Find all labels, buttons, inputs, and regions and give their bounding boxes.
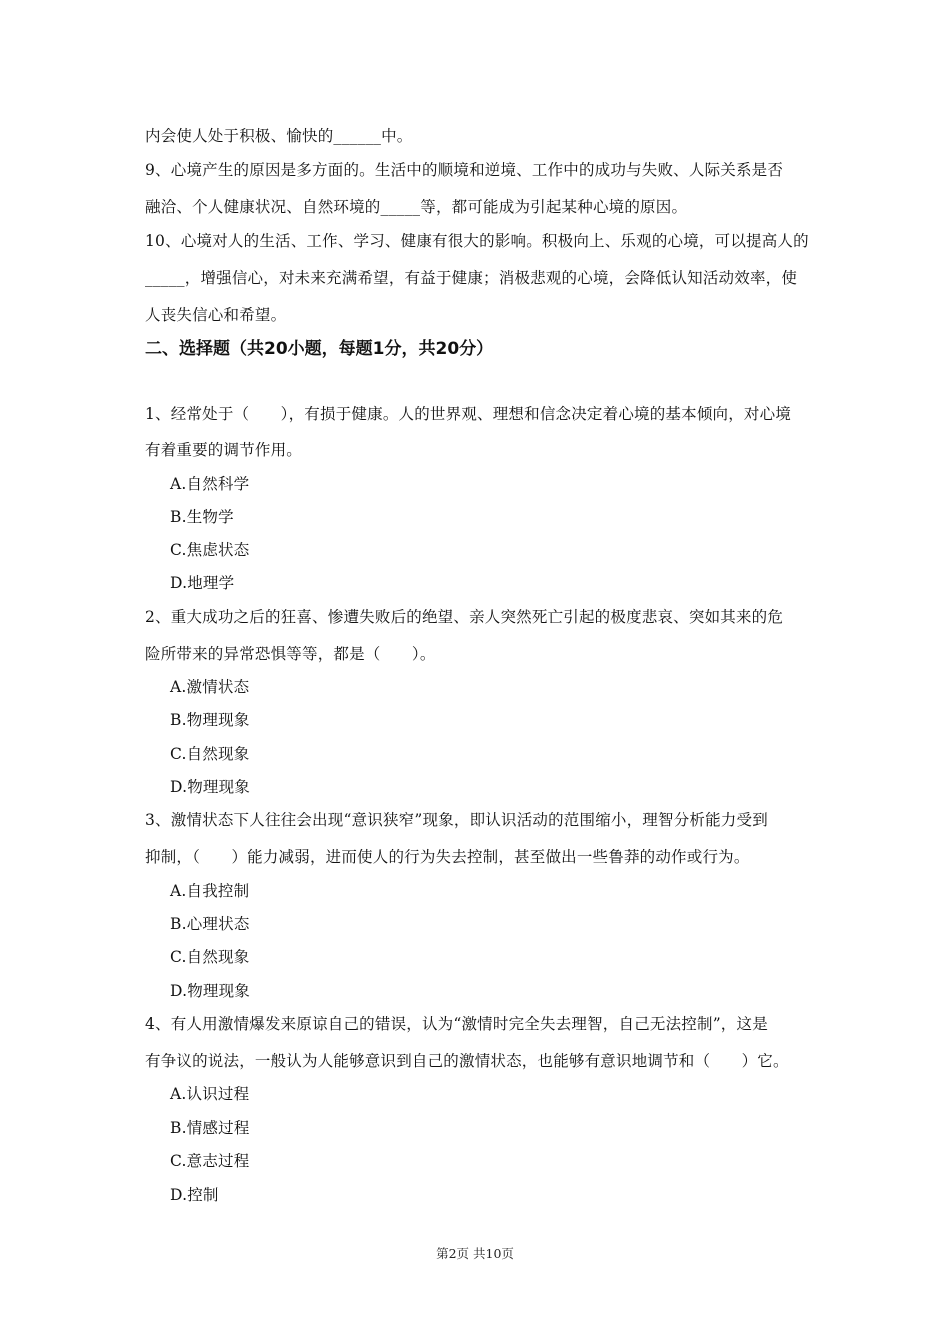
question-1-option-d[interactable]: D.地理学 xyxy=(170,574,235,592)
question-4-option-d[interactable]: D.控制 xyxy=(170,1186,219,1204)
fill-line: 10、心境对人的生活、工作、学习、健康有很大的影响。积极向上、乐观的心境，可以提高人的 xyxy=(145,232,809,250)
question-4-option-c[interactable]: C.意志过程 xyxy=(170,1152,250,1170)
question-2-line: 2、重大成功之后的狂喜、惨遭失败后的绝望、亲人突然死亡引起的极度悲哀、突如其来的危 xyxy=(145,608,784,626)
question-3-line: 抑制，（ ）能力减弱，进而使人的行为失去控制，甚至做出一些鲁莽的动作或行为。 xyxy=(145,848,750,866)
question-2-option-a[interactable]: A.激情状态 xyxy=(170,678,250,696)
fill-line: _____，增强信心，对未来充满希望，有益于健康；消极悲观的心境，会降低认知活动效率，使 xyxy=(145,269,798,287)
page-number-footer: 第2页 共10页 xyxy=(436,1246,514,1261)
question-1-option-a[interactable]: A.自然科学 xyxy=(170,475,250,493)
fill-line: 融洽、个人健康状况、自然环境的_____等，都可能成为引起某种心境的原因。 xyxy=(145,198,688,216)
question-2-line: 险所带来的异常恐惧等等，都是（ ）。 xyxy=(145,645,436,663)
fill-line: 内会使人处于积极、愉快的______中。 xyxy=(145,127,413,145)
question-1-line: 有着重要的调节作用。 xyxy=(145,441,303,459)
question-3-option-b[interactable]: B.心理状态 xyxy=(170,915,250,933)
question-1-option-c[interactable]: C.焦虑状态 xyxy=(170,541,250,559)
question-2-option-b[interactable]: B.物理现象 xyxy=(170,711,250,729)
question-3-option-c[interactable]: C.自然现象 xyxy=(170,948,250,966)
question-3-option-a[interactable]: A.自我控制 xyxy=(170,882,250,900)
question-4-option-a[interactable]: A.认识过程 xyxy=(170,1085,250,1103)
question-1-option-b[interactable]: B.生物学 xyxy=(170,508,234,526)
fill-line: 9、心境产生的原因是多方面的。生活中的顺境和逆境、工作中的成功与失败、人际关系是否 xyxy=(145,161,784,179)
question-4-option-b[interactable]: B.情感过程 xyxy=(170,1119,250,1137)
question-1-line: 1、经常处于（ ），有损于健康。人的世界观、理想和信念决定着心境的基本倾向，对心境 xyxy=(145,405,792,423)
question-4-line: 有争议的说法，一般认为人能够意识到自己的激情状态，也能够有意识地调节和（ ）它。 xyxy=(145,1052,789,1070)
section-title: 二、选择题（共20小题，每题1分，共20分） xyxy=(145,339,494,359)
question-3-line: 3、激情状态下人往往会出现“意识狭窄”现象，即认识活动的范围缩小，理智分析能力受到 xyxy=(145,811,768,829)
question-2-option-d[interactable]: D.物理现象 xyxy=(170,778,251,796)
question-4-line: 4、有人用激情爆发来原谅自己的错误，认为“激情时完全失去理智，自己无法控制”，这是 xyxy=(145,1015,768,1033)
fill-line: 人丧失信心和希望。 xyxy=(145,306,287,324)
question-3-option-d[interactable]: D.物理现象 xyxy=(170,982,251,1000)
question-2-option-c[interactable]: C.自然现象 xyxy=(170,745,250,763)
